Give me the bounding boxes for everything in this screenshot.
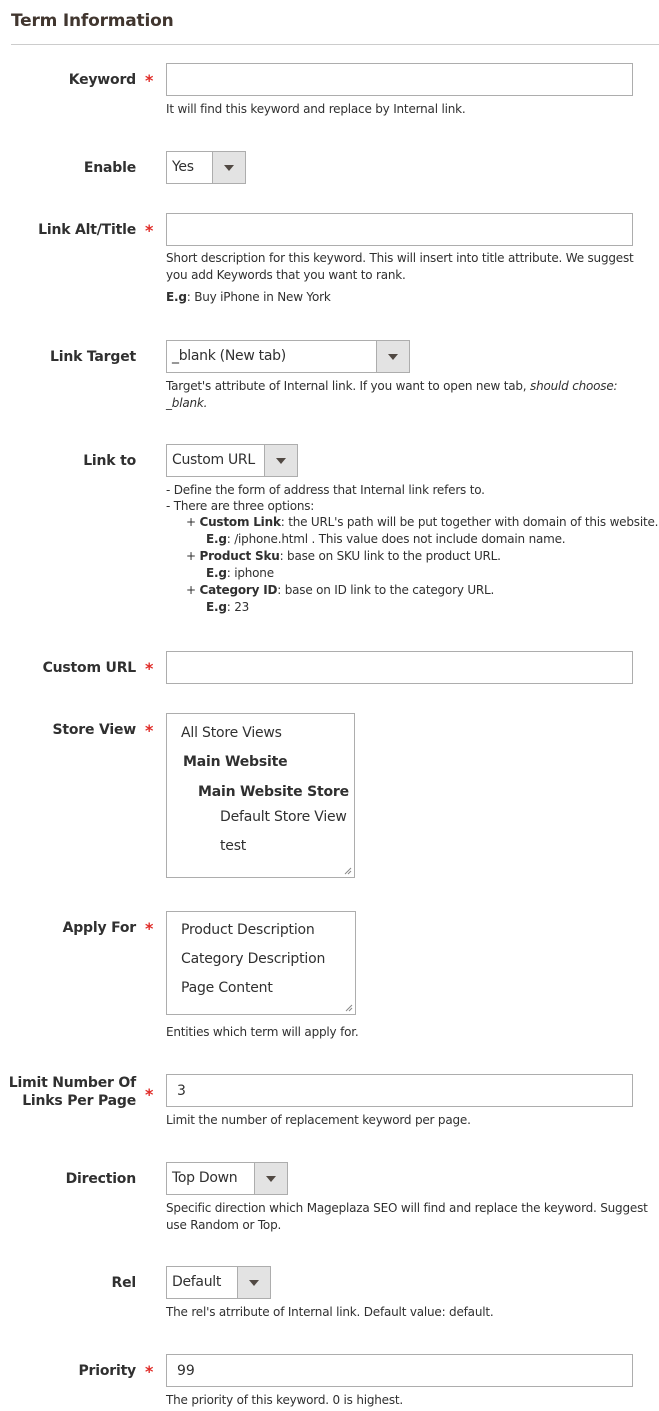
link-to-note-line1: - Define the form of address that Internal link refers to. [166,483,485,497]
direction-note-line1: Specific direction which Mageplaza SEO will find and replace the keyword. Suggest [166,1201,648,1215]
section-title: Term Information [11,11,174,31]
enable-select[interactable] [166,151,246,184]
custom-eg-label: E.g [206,532,227,546]
sku-eg-text: : iphone [226,566,274,580]
link-to-label: Link to [83,453,136,469]
enable-selected-value: Yes [172,159,194,175]
direction-selected-value: Top Down [172,1170,238,1186]
link-alt-note-line1: Short description for this keyword. This will insert into title attribute. We suggest [166,251,634,265]
custom-prefix: + [186,515,200,529]
apply-for-option[interactable]: Product Description [181,922,315,938]
link-to-selected-value: Custom URL [172,452,255,468]
cat-prefix: + [186,583,200,597]
link-target-note-italic: should choose: [530,379,618,393]
required-mark: * [145,721,154,740]
store-view-option[interactable]: Default Store View [220,809,347,825]
chevron-down-icon [266,1176,276,1182]
custom-bold: Custom Link [199,515,281,529]
cat-bold: Category ID [199,583,278,597]
store-view-multiselect[interactable] [166,713,355,878]
link-target-label: Link Target [50,349,136,365]
link-target-select[interactable] [166,340,410,373]
keyword-label: Keyword [68,72,136,88]
sku-text: : base on SKU link to the product URL. [279,549,501,563]
cat-eg-label: E.g [206,600,227,614]
store-view-option[interactable]: test [220,838,247,854]
link-target-note-line2: _blank. [166,396,208,410]
resize-handle-icon[interactable] [345,1004,353,1012]
link-target-note-text: Target's attribute of Internal link. If you want to open new tab, [166,379,531,393]
limit-label-line1: Limit Number Of [8,1075,136,1091]
link-to-sku-example [206,565,274,582]
store-view-group-store: Main Website Store [198,784,349,800]
direction-select[interactable] [166,1162,288,1195]
rel-note: The rel's atrribute of Internal link. Default value: default. [166,1305,494,1319]
sku-eg-label: E.g [206,566,227,580]
apply-for-multiselect[interactable] [166,911,356,1015]
store-view-group-website: Main Website [183,754,288,770]
chevron-down-icon [224,165,234,171]
limit-input[interactable] [166,1074,633,1107]
link-to-select[interactable] [166,444,298,477]
rel-dropdown-button[interactable] [237,1267,270,1298]
sku-prefix: + [186,549,200,563]
required-mark: * [145,919,154,938]
direction-dropdown-button[interactable] [254,1163,287,1194]
chevron-down-icon [388,354,398,360]
link-to-custom-example [206,531,565,548]
direction-label: Direction [65,1171,136,1187]
required-mark: * [145,659,154,678]
apply-for-option[interactable]: Category Description [181,951,326,967]
direction-note-line2: use Random or Top. [166,1218,282,1232]
store-view-option[interactable]: All Store Views [181,725,282,741]
section-divider [11,44,659,45]
custom-url-input[interactable] [166,651,633,684]
link-target-dropdown-button[interactable] [376,341,409,372]
apply-for-label: Apply For [62,920,136,936]
store-view-label: Store View [52,722,136,738]
link-to-sku-option [186,548,501,565]
eg-label: E.g [166,290,187,304]
cat-eg-text: : 23 [226,600,250,614]
apply-for-option[interactable]: Page Content [181,980,273,996]
chevron-down-icon [249,1280,259,1286]
link-to-note-line2: - There are three options: [166,499,315,513]
chevron-down-icon [276,458,286,464]
required-mark: * [145,71,154,90]
custom-url-label: Custom URL [42,660,136,676]
limit-label-line2: Links Per Page [22,1093,136,1109]
link-alt-label: Link Alt/Title [38,222,136,238]
limit-note: Limit the number of replacement keyword per page. [166,1113,471,1127]
link-to-custom-option [186,514,658,531]
eg-text: : Buy iPhone in New York [186,290,331,304]
rel-selected-value: Default [172,1274,222,1290]
link-target-selected-value: _blank (New tab) [172,348,286,364]
required-mark: * [145,1362,154,1381]
cat-text: : base on ID link to the category URL. [277,583,495,597]
required-mark: * [145,221,154,240]
custom-text: : the URL's path will be put together with domain of this website. [280,515,659,529]
priority-note: The priority of this keyword. 0 is highest. [166,1393,404,1407]
enable-label: Enable [83,160,136,176]
link-to-category-option [186,582,494,599]
rel-label: Rel [111,1275,136,1291]
keyword-input[interactable] [166,63,633,96]
link-to-dropdown-button[interactable] [264,445,297,476]
link-alt-example [166,289,331,306]
link-to-category-example [206,599,249,616]
priority-input[interactable] [166,1354,633,1387]
link-alt-note-line2: you add Keywords that you want to rank. [166,268,406,282]
resize-handle-icon[interactable] [344,867,352,875]
link-target-note-line1 [166,378,617,395]
priority-label: Priority [78,1363,136,1379]
required-mark: * [145,1085,154,1104]
custom-eg-text: : /iphone.html . This value does not include domain name. [226,532,566,546]
rel-select[interactable] [166,1266,271,1299]
sku-bold: Product Sku [199,549,280,563]
link-alt-input[interactable] [166,213,633,246]
apply-for-note: Entities which term will apply for. [166,1025,359,1039]
enable-dropdown-button[interactable] [212,152,245,183]
keyword-note: It will find this keyword and replace by Internal link. [166,102,466,116]
